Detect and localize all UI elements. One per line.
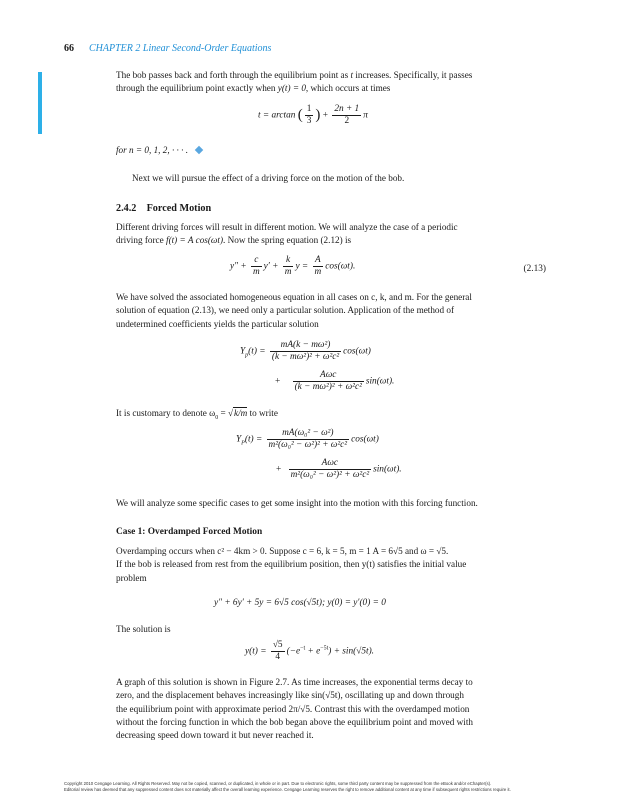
paragraph-homogeneous: We have solved the associated homogeneous equation in all cases on c, k, and m. For the general solution of equation (2.13), we need only a particular solution. Application of the method of undetermined coefficients yields the particular solution bbox=[116, 292, 472, 329]
page-number: 66 bbox=[64, 43, 74, 54]
chapter-title: CHAPTER 2 Linear Second-Order Equations bbox=[89, 43, 272, 54]
paragraph-equilibrium: The bob passes back and forth through the equilibrium point as t increases. Specifically, it passes through the equilibrium point exactly when y(t) = 0, which occurs at times bbox=[116, 70, 473, 94]
margin-accent-bar bbox=[38, 72, 42, 134]
paragraph-next: Next we will pursue the effect of a driving force on the motion of the bob. bbox=[132, 173, 405, 183]
case-heading: Case 1: Overdamped Forced Motion bbox=[116, 527, 263, 537]
equation-2-13: y″ + $\frac{c}{m}$ y′ + $\frac{k}{m}$ y = $\frac{A}{m}$ cos(ωt). bbox=[230, 255, 356, 277]
paragraph-overdamping: Overdamping occurs when c² − 4km > 0. Suppose c = 6, k = 5, m = 1 A = 6√5 and ω = √5. If the bob is released from rest from the equilibrium position, then y(t) satisfies the initial value problem bbox=[116, 546, 467, 583]
equation-particular-solution-line2: + $\frac{\text{Aωc}}{\text{(k − mω²)² + ω²c²}}$ sin(ωt). bbox=[275, 370, 395, 392]
equation-number: (2.13) bbox=[523, 264, 546, 274]
for-n-line: for n = 0, 1, 2, · · · . bbox=[116, 144, 546, 157]
paragraph-specific-cases: We will analyze some specific cases to get some insight into the motion with this forcing function. bbox=[116, 498, 478, 508]
end-of-example-diamond-icon bbox=[195, 146, 203, 154]
paragraph-omega0: It is customary to denote $\omega_0 = √k/m$ to write bbox=[116, 408, 278, 421]
section-heading: 2.4.2 Forced Motion bbox=[116, 203, 212, 214]
equation-particular-solution: $Y_p(t)$ = $\frac{\text{mA(k − mω²)}}{\text{(k − mω²)² + ω²c²}}$ cos(ωt) bbox=[240, 340, 371, 362]
solution-label: The solution is bbox=[116, 624, 171, 634]
equation-particular-solution-omega0: $Y_P(t)$ = $\frac{\text{mA(ω₀² − ω²)}}{\text{m²(ω₀² − ω²)² + ω²c²}}$ cos(ωt) bbox=[236, 428, 379, 450]
paragraph-graph-discussion: A graph of this solution is shown in Figure 2.7. As time increases, the exponential terms decay to zero, and the displacement behaves increasingly like sin(√5t), oscillating up and down through the equilibrium point with approximate period 2π/√5. Contrast this with the overdamped motion without the forcing function in which the bob began above the equilibrium point and moved with decreasing speed down toward it but never reached it. bbox=[116, 677, 473, 741]
equation-solution: y(t) = $\frac{√5}{4}$ $(-e^{-t} + e^{-5t}) + \sin(√5t)$. bbox=[245, 640, 374, 662]
equation-particular-solution-omega0-line2: + $\frac{\text{Aωc}}{\text{m²(ω₀² − ω²)² + ω²c²}}$ sin(ωt). bbox=[276, 458, 402, 480]
equation-times: t = arctan ( $\frac{1}{3}$ ) + $\frac{2n + 1}{2}$ π bbox=[258, 104, 368, 126]
paragraph-driving-force: Different driving forces will result in different motion. We will analyze the case of a periodic driving force f(t) = A cos(ωt). Now the spring equation (2.12) is bbox=[116, 222, 458, 246]
equation-initial-value-problem: y″ + 6y′ + 5y = 6√5 cos(√5t); y(0) = y′(0) = 0 bbox=[214, 598, 386, 608]
copyright-line-1: Copyright 2010 Cengage Learning. All Rights Reserved. May not be copied, scanned, or duplicated, in whole or in part. Due to electronic rights, some third party content may be suppressed from the eBook and/or eChapter(s). bbox=[64, 781, 492, 786]
copyright-line-2: Editorial review has deemed that any suppressed content does not materially affect the overall learning experience. Cengage Learning reserves the right to remove additional content at any time if subsequent rights restrictions require it. bbox=[64, 787, 511, 792]
